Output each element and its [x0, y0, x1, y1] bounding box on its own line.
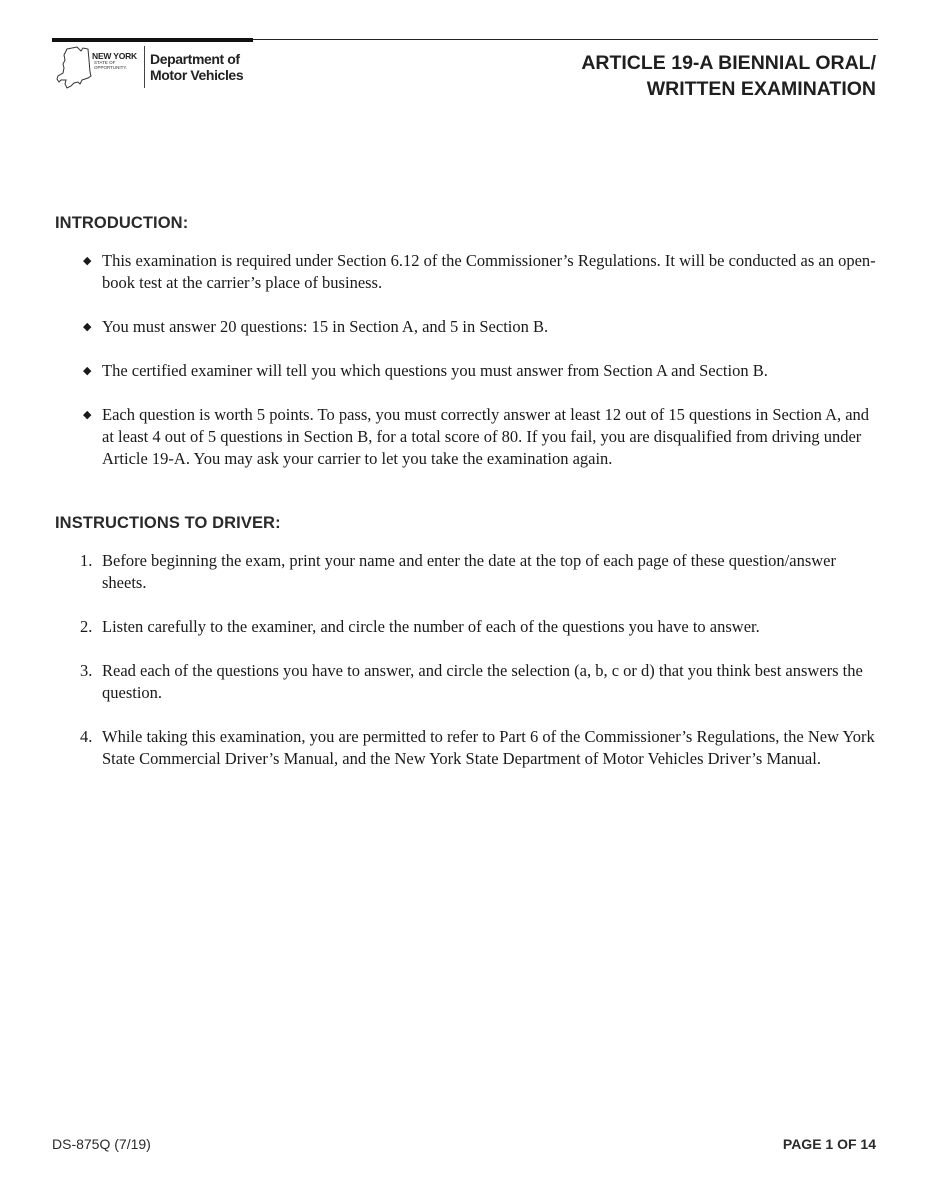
instruction-number: 4.	[80, 727, 93, 746]
bullet-diamond-icon: ◆	[83, 255, 92, 267]
introduction-item-text: You must answer 20 questions: 15 in Section A, and 5 in Section B.	[102, 317, 549, 336]
logo-state-name: NEW YORK	[92, 51, 137, 61]
bullet-diamond-icon: ◆	[83, 321, 92, 333]
introduction-item-text: Each question is worth 5 points. To pass, you must correctly answer at least 12 out of 15 questions in Section A, and at least 4 out of 5 questions in Section B, for a total score of 80. If you fail, you are disqualified from driving under Article 19-A. You may ask your carrier to let you take the examination again.	[102, 405, 870, 468]
logo-divider	[144, 46, 145, 88]
instruction-text: While taking this examination, you are permitted to refer to Part 6 of the Commissioner’s Regulations, the New York State Commercial Driver’s Manual, and the New York State Department of Motor Vehicles Driver’s Manual.	[102, 727, 875, 768]
instruction-number: 1.	[80, 551, 93, 570]
instruction-text: Listen carefully to the examiner, and circle the number of each of the questions you have to answer.	[102, 617, 760, 636]
instructions-list	[80, 550, 880, 792]
page-number: PAGE 1 OF 14	[782, 1136, 876, 1152]
form-number: DS-875Q (7/19)	[52, 1136, 151, 1152]
document-title	[516, 50, 876, 102]
introduction-list	[80, 250, 880, 492]
instruction-text: Before beginning the exam, print your name and enter the date at the top of each page of these question/answer sheets.	[102, 551, 836, 592]
instruction-item	[80, 616, 880, 638]
introduction-heading: INTRODUCTION:	[55, 214, 189, 232]
instruction-item	[80, 660, 880, 704]
introduction-item	[80, 250, 880, 294]
introduction-item-text: The certified examiner will tell you which questions you must answer from Section A and Section B.	[102, 361, 768, 380]
logo-state-tagline: STATE OF OPPORTUNITY.	[94, 60, 128, 70]
dmv-logo	[55, 46, 255, 92]
instruction-item	[80, 726, 880, 770]
instruction-number: 3.	[80, 661, 93, 680]
instruction-item	[80, 550, 880, 594]
instruction-number: 2.	[80, 617, 93, 636]
instructions-heading: INSTRUCTIONS TO DRIVER:	[55, 514, 281, 532]
introduction-item-text: This examination is required under Section 6.12 of the Commissioner’s Regulations. It will be conducted as an open-book test at the carrier’s place of business.	[102, 251, 876, 292]
logo-department-name: Department of Motor Vehicles	[150, 51, 244, 84]
bullet-diamond-icon: ◆	[83, 409, 92, 421]
instruction-text: Read each of the questions you have to answer, and circle the selection (a, b, c or d) that you think best answers the question.	[102, 661, 863, 702]
new-york-state-outline-icon	[55, 46, 95, 90]
introduction-item	[80, 360, 880, 382]
document-title-line-1: ARTICLE 19-A BIENNIAL ORAL/	[581, 52, 876, 74]
bullet-diamond-icon: ◆	[83, 365, 92, 377]
introduction-item	[80, 404, 880, 470]
header-rule-accent	[52, 38, 253, 42]
document-title-line-2: WRITTEN EXAMINATION	[646, 78, 876, 100]
introduction-item	[80, 316, 880, 338]
